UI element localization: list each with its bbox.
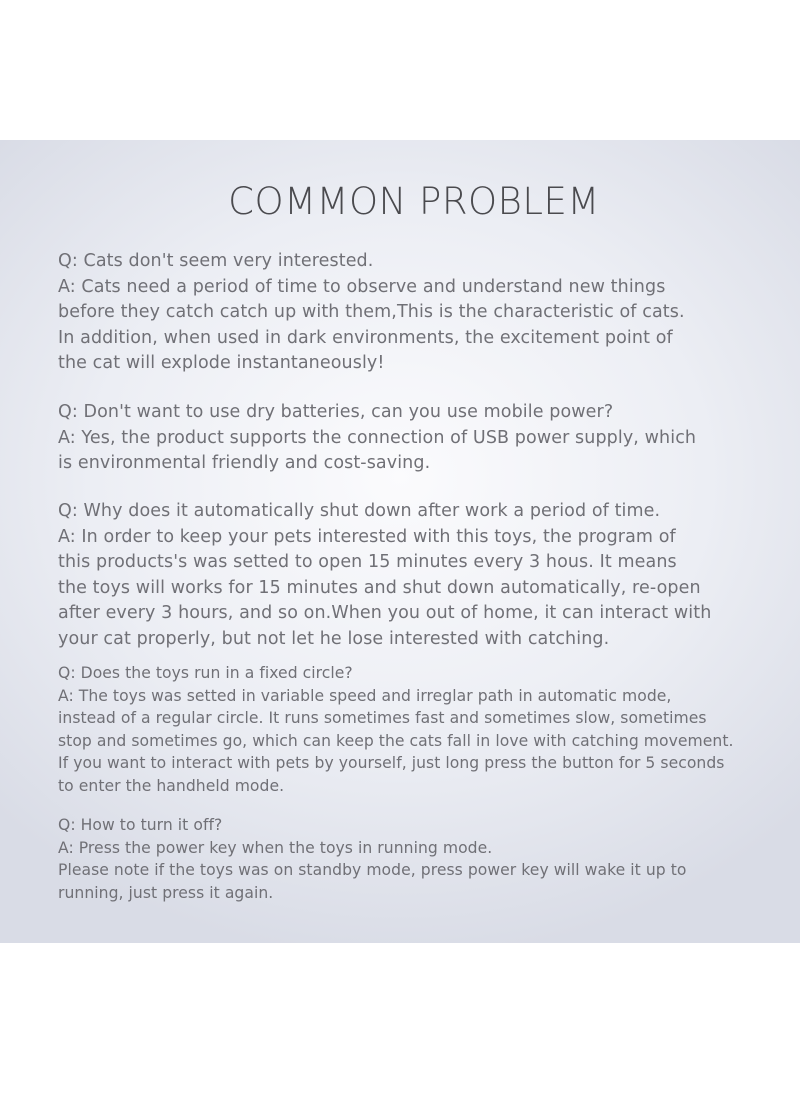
- faq-item: [58, 400, 696, 477]
- question-text: Q: Cats don't seem very interested.: [58, 251, 374, 271]
- answer-text: to enter the handheld mode.: [58, 776, 285, 795]
- answer-text: is environmental friendly and cost-saving.: [58, 453, 431, 473]
- question-text: Q: Does the toys run in a fixed circle?: [58, 664, 353, 682]
- answer-text: running, just press it again.: [58, 883, 274, 902]
- answer-text: your cat properly, but not let he lose interested with catching.: [58, 628, 610, 649]
- answer-text: Please note if the toys was on standby mode, press power key will wake it up to: [58, 861, 687, 879]
- answer-text: instead of a regular circle. It runs sometimes fast and sometimes slow, sometimes: [58, 709, 707, 727]
- question-text: Q: How to turn it off?: [58, 816, 223, 834]
- answer-text: after every 3 hours, and so on.When you out of home, it can interact with: [58, 603, 712, 623]
- faq-item: [58, 249, 685, 377]
- page-title: COMMON PROBLEM: [228, 180, 600, 223]
- answer-text: A: Yes, the product supports the connection of USB power supply, which: [58, 427, 697, 448]
- answer-text: this products's was setted to open 15 minutes every 3 hous. It means: [58, 552, 677, 572]
- answer-text: the toys will works for 15 minutes and shut down automatically, re-open: [58, 577, 701, 598]
- question-text: Q: Why does it automatically shut down after work a period of time.: [58, 501, 661, 521]
- question-text: Q: Don't want to use dry batteries, can you use mobile power?: [58, 402, 614, 422]
- faq-item: [58, 662, 734, 797]
- faq-item: [58, 499, 711, 652]
- answer-text: If you want to interact with pets by yourself, just long press the button for 5 seconds: [58, 754, 725, 772]
- answer-text: A: In order to keep your pets interested with this toys, the program of: [58, 526, 676, 547]
- answer-text: before they catch catch up with them,This is the characteristic of cats.: [58, 302, 685, 322]
- answer-text: A: Cats need a period of time to observe and understand new things: [58, 276, 666, 297]
- faq-item: [58, 814, 686, 904]
- answer-text: A: The toys was setted in variable speed and irreglar path in automatic mode,: [58, 686, 672, 705]
- answer-text: the cat will explode instantaneously!: [58, 353, 385, 373]
- answer-text: A: Press the power key when the toys in running mode.: [58, 838, 493, 857]
- answer-text: stop and sometimes go, which can keep the cats fall in love with catching movement.: [58, 731, 734, 750]
- answer-text: In addition, when used in dark environments, the excitement point of: [58, 327, 673, 348]
